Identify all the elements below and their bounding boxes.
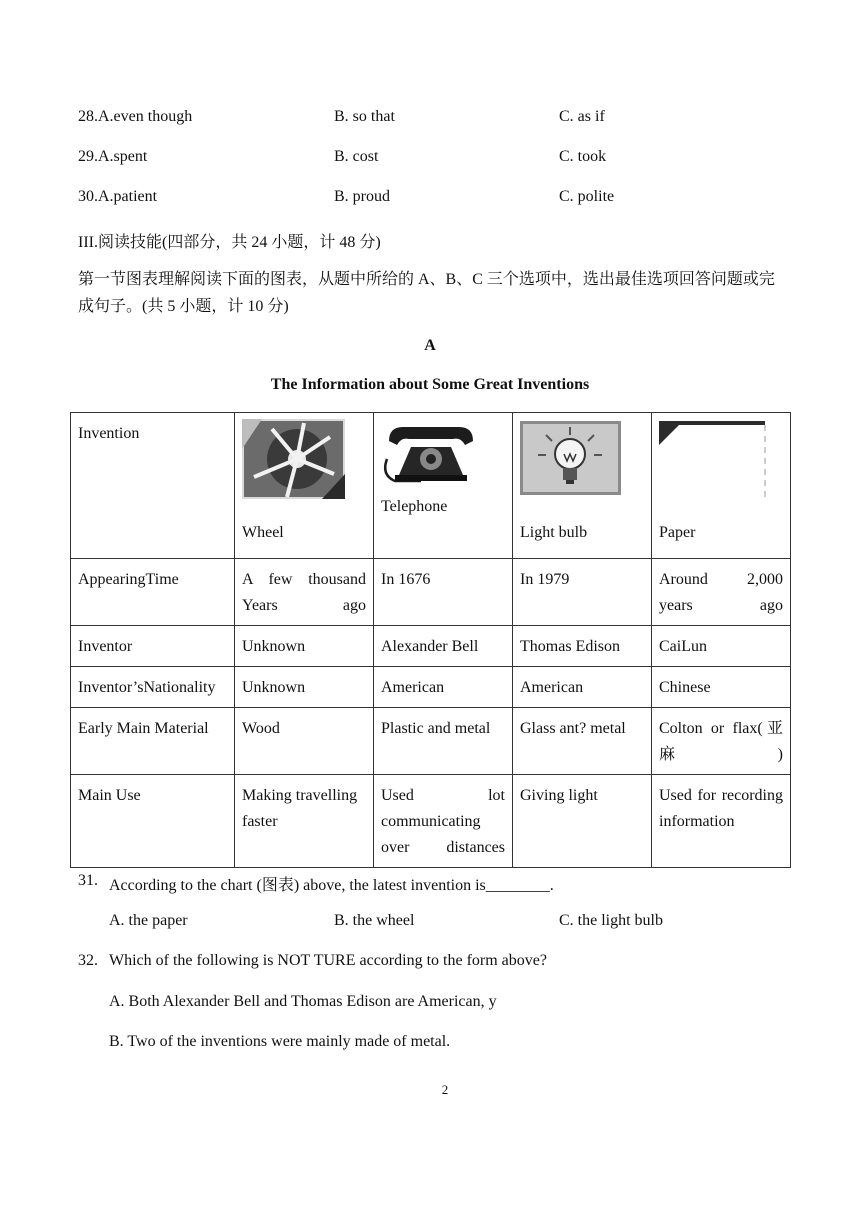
table-row bbox=[71, 626, 791, 667]
table-cell: Making travelling faster bbox=[235, 775, 374, 868]
table-cell: In 1979 bbox=[513, 559, 652, 626]
table-cell: Giving light bbox=[513, 775, 652, 868]
option-row-30 bbox=[78, 188, 838, 212]
telephone-icon bbox=[381, 419, 481, 494]
option-b: B. cost bbox=[334, 148, 379, 165]
option-a: 29.A.spent bbox=[78, 148, 148, 165]
option-a: 30.A.patient bbox=[78, 188, 158, 205]
table-cell: Colton or flax(亚麻) bbox=[652, 708, 791, 775]
page-number: 2 bbox=[441, 1082, 449, 1097]
row-label: Invention bbox=[71, 413, 235, 559]
option-c: C. took bbox=[559, 148, 607, 165]
choice-a: A. the paper bbox=[109, 912, 188, 929]
row-label: Inventor bbox=[71, 626, 235, 667]
section-heading: III.阅读技能(四部分，共 24 小题，计 48 分) bbox=[78, 234, 381, 251]
option-b: B. proud bbox=[334, 188, 390, 205]
table-row bbox=[71, 775, 791, 868]
invention-name: Light bulb bbox=[520, 524, 588, 541]
table-cell: Chinese bbox=[652, 667, 791, 708]
light-bulb-icon bbox=[520, 421, 621, 504]
wheel-icon bbox=[242, 419, 345, 508]
table-title: The Information about Some Great Inventions bbox=[270, 376, 590, 393]
table-cell: Around 2,000 years ago bbox=[652, 559, 791, 626]
question-number: 32. bbox=[78, 952, 98, 969]
table-cell: Glass ant? metal bbox=[513, 708, 652, 775]
option-a: 28.A.even though bbox=[78, 108, 193, 125]
choice-a: A. Both Alexander Bell and Thomas Edison are American, y bbox=[109, 993, 497, 1010]
answer-choices bbox=[109, 912, 809, 936]
option-c: C. as if bbox=[559, 108, 605, 125]
table-cell: Used lot communicating over distances bbox=[374, 775, 513, 868]
table-cell: A few thousand Years ago bbox=[235, 559, 374, 626]
option-row-28 bbox=[78, 108, 838, 132]
choice-b: B. the wheel bbox=[334, 912, 415, 929]
row-label: Inventor’sNationality bbox=[71, 667, 235, 708]
invention-name: Telephone bbox=[381, 498, 448, 515]
question-text: Which of the following is NOT TURE according to the form above? bbox=[109, 952, 547, 969]
row-label: Early Main Material bbox=[71, 708, 235, 775]
invention-cell-light-bulb bbox=[513, 413, 652, 559]
option-c: C. polite bbox=[559, 188, 615, 205]
invention-cell-telephone bbox=[374, 413, 513, 559]
choice-b: B. Two of the inventions were mainly made of metal. bbox=[109, 1033, 451, 1050]
table-cell: Alexander Bell bbox=[374, 626, 513, 667]
invention-cell-paper bbox=[652, 413, 791, 559]
paper-icon bbox=[659, 419, 767, 510]
invention-cell-wheel bbox=[235, 413, 374, 559]
table-cell: Used for recording information bbox=[652, 775, 791, 868]
table-cell: Wood bbox=[235, 708, 374, 775]
row-label: AppearingTime bbox=[71, 559, 235, 626]
table-cell: Plastic and metal bbox=[374, 708, 513, 775]
option-row-29 bbox=[78, 148, 838, 172]
table-cell: American bbox=[513, 667, 652, 708]
section-instructions: 第一节图表理解阅读下面的图表，从题中所给的 A、B、C 三个选项中，选出最佳选项回答问题或完成句子。(共 5 小题，计 10 分) bbox=[78, 271, 775, 315]
option-b: B. so that bbox=[334, 108, 395, 125]
inventions-table bbox=[70, 412, 791, 868]
invention-name: Wheel bbox=[242, 524, 284, 541]
invention-name: Paper bbox=[659, 524, 696, 541]
choice-c: C. the light bulb bbox=[559, 912, 663, 929]
table-cell: In 1676 bbox=[374, 559, 513, 626]
row-label: Main Use bbox=[71, 775, 235, 868]
question-number: 31. bbox=[78, 872, 98, 889]
question-text: According to the chart (图表) above, the latest invention is________. bbox=[109, 877, 554, 894]
table-cell: Unknown bbox=[235, 667, 374, 708]
table-row bbox=[71, 708, 791, 775]
table-cell: American bbox=[374, 667, 513, 708]
passage-label: A bbox=[424, 337, 436, 354]
table-cell: Unknown bbox=[235, 626, 374, 667]
table-row bbox=[71, 667, 791, 708]
table-row-invention bbox=[71, 413, 791, 559]
table-row bbox=[71, 559, 791, 626]
table-cell: Thomas Edison bbox=[513, 626, 652, 667]
table-cell: CaiLun bbox=[652, 626, 791, 667]
